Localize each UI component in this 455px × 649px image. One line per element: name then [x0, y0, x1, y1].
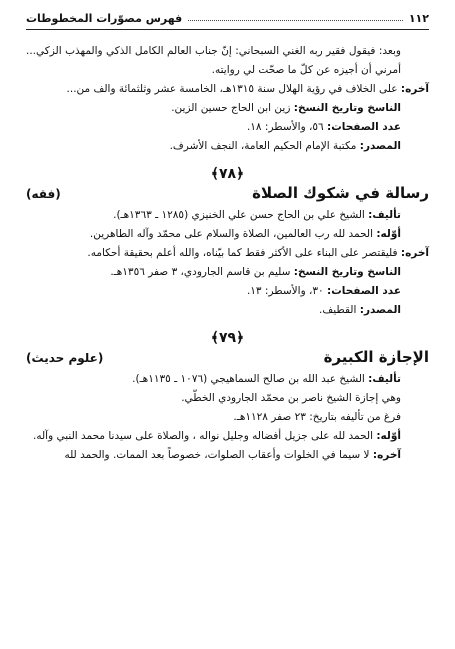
entry-akhir — [26, 446, 429, 465]
akhir-label: آخره: — [400, 247, 429, 259]
entry-subject: (فقه) — [26, 187, 61, 201]
author-text: الشيخ عبد الله بن صالح السماهيجي (١٠٧٦ ـ ١١٣٥هـ). — [132, 373, 365, 385]
entry-title-row — [26, 348, 429, 366]
pages-label: عدد الصفحات: — [327, 121, 401, 133]
entry-author — [26, 370, 429, 389]
entry-title: رسالة في شكوك الصلاة — [252, 184, 429, 202]
akhir-text: فليقتصر على البناء على الأكثر فقط كما بيّناه، والله أعلم بحقيقة أحكامه. — [87, 247, 398, 259]
intro-pages — [26, 118, 429, 137]
akhir-text: لا سيما في الخلوات وأعقاب الصلوات، خصوصاً بعد الممات. والحمد لله — [64, 449, 370, 461]
author-label: تأليف: — [368, 209, 401, 221]
intro-paragraph: وبعد: فيقول فقير ربه الغني السبحاني: إنّ جناب العالم الكامل الذكي والمهذب الزكي... أمرني أن أجيزه عن كلّ ما صحّت لي روايته. — [26, 45, 401, 76]
copyist-label: الناسخ وتاريخ النسخ: — [293, 102, 401, 114]
awwal-text: الحمد لله رب العالمين، الصلاة والسلام على محمّد وآله الطاهرين. — [89, 228, 374, 240]
running-title: فهرس مصوّرات المخطوطات — [26, 12, 183, 25]
entry-akhir — [26, 244, 429, 263]
source-text: القطيف. — [318, 304, 357, 316]
entry-note: فرغ من تأليفه بتاريخ: ٢٣ صفر ١١٢٨هـ. — [233, 411, 401, 423]
source-text: مكتبة الإمام الحكيم العامة، النجف الأشرف. — [169, 140, 357, 152]
akhir-label: آخره: — [400, 83, 429, 95]
entry-title-row — [26, 184, 429, 202]
pages-text: ٣٠، والأسطر: ١٣. — [246, 285, 324, 297]
pages-label: عدد الصفحات: — [327, 285, 401, 297]
copyist-text: زين ابن الحاج حسين الزين. — [171, 102, 291, 114]
akhir-label: آخره: — [372, 449, 401, 461]
page-number: ١١٢ — [408, 12, 429, 25]
source-label: المصدر: — [359, 140, 401, 152]
entry-number: ﴿٧٨﴾ — [210, 166, 245, 182]
intro-akhir — [26, 80, 429, 99]
entry-78 — [26, 166, 429, 320]
entry-title: الإجازة الكبيرة — [323, 348, 429, 366]
entry-subject: (علوم حديث) — [26, 351, 104, 365]
page-header — [26, 12, 429, 30]
pages-text: ٥٦، والأسطر: ١٨. — [246, 121, 324, 133]
entry-pages — [26, 282, 429, 301]
copyist-text: سليم بن قاسم الجارودي، ٣ صفر ١٣٥٦هـ. — [110, 266, 291, 278]
entry-note: وهي إجازة الشيخ ناصر بن محمّد الجارودي الخطّي. — [181, 392, 401, 404]
entry-author — [26, 206, 429, 225]
source-label: المصدر: — [359, 304, 401, 316]
copyist-label: الناسخ وتاريخ النسخ: — [293, 266, 401, 278]
entry-79 — [26, 330, 429, 465]
header-dots — [188, 20, 403, 21]
entry-copyist — [26, 263, 429, 282]
awwal-label: أوّله: — [376, 228, 401, 240]
awwal-text: الحمد لله على جزيل أفضاله وجليل نواله ، والصلاة على سيدنا محمد النبي وآله. — [32, 430, 374, 442]
intro-source — [26, 137, 429, 156]
previous-entry-tail — [26, 42, 429, 156]
author-label: تأليف: — [368, 373, 401, 385]
entry-source — [26, 301, 429, 320]
entry-awwal — [26, 225, 429, 244]
intro-copyist — [26, 99, 429, 118]
akhir-text: على الخلاف في رؤية الهلال سنة ١٣١٥هـ، الخامسة عشر وثلثمائة والف من... — [66, 83, 398, 95]
entry-number: ﴿٧٩﴾ — [210, 330, 245, 346]
awwal-label: أوّله: — [376, 430, 401, 442]
entry-awwal — [26, 427, 429, 446]
author-text: الشيخ علي بن الحاج حسن علي الخنيزي (١٢٨٥ ـ ١٣٦٣هـ). — [113, 209, 365, 221]
